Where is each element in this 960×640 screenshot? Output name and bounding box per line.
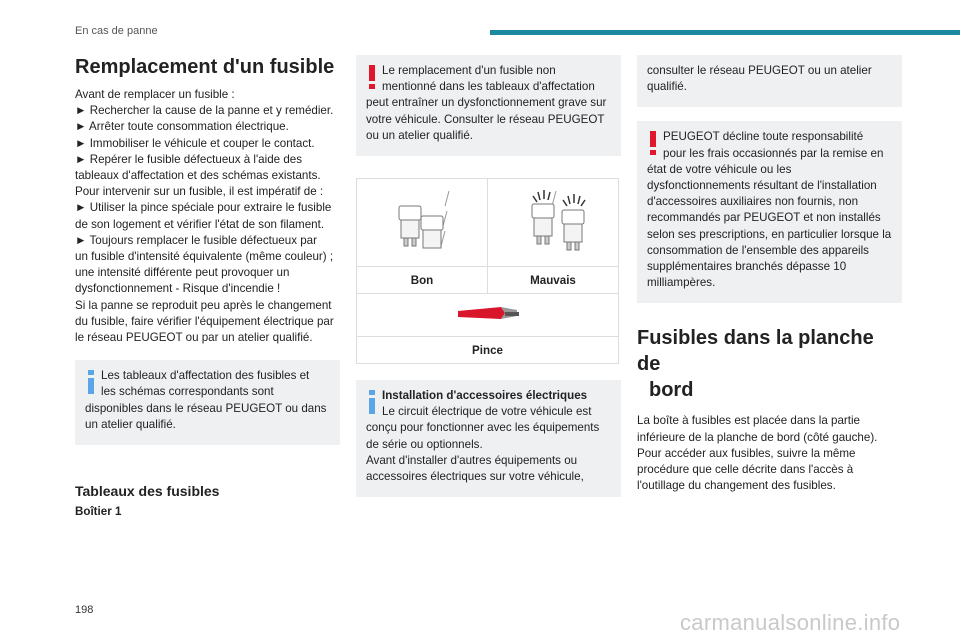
body-paragraph bbox=[637, 413, 902, 494]
note-line: état de votre véhicule ou les bbox=[647, 162, 792, 176]
tool-label: Pince bbox=[357, 337, 619, 364]
note-line: consommation de l'ensemble des appareils bbox=[647, 243, 869, 257]
note-line: Les tableaux d'affectation des fusibles et bbox=[101, 369, 310, 383]
warning-icon bbox=[649, 131, 657, 155]
note-line: disponibles dans le réseau PEUGEOT ou dans bbox=[85, 401, 327, 415]
info-icon bbox=[87, 370, 95, 394]
good-fuse-cell bbox=[357, 179, 488, 267]
info-note bbox=[356, 380, 621, 497]
note-line: Le remplacement d'un fusible non bbox=[382, 64, 556, 77]
note-line: un atelier qualifié. bbox=[85, 417, 176, 431]
watermark: carmanualsonline.info bbox=[680, 610, 901, 635]
text-line: de son logement et vérifier l'état de son filament. bbox=[75, 217, 325, 231]
text-line: ► Arrêter toute consommation électrique. bbox=[75, 120, 289, 134]
note-line: Avant d'installer d'autres équipements ou bbox=[366, 453, 578, 467]
text-line: le réseau PEUGEOT ou par un atelier qualifié. bbox=[75, 331, 313, 345]
tool-cell bbox=[357, 294, 619, 337]
pliers-icon bbox=[443, 299, 533, 329]
note-title: Installation d'accessoires électriques bbox=[382, 389, 588, 403]
warning-note bbox=[356, 55, 621, 156]
text-line: inférieure de la planche de bord (côté gauche). bbox=[637, 430, 878, 444]
warning-icon bbox=[368, 65, 376, 89]
text-line: Pour accéder aux fusibles, suivre la même bbox=[637, 446, 856, 460]
text-line: ► Utiliser la pince spéciale pour extraire le fusible bbox=[75, 201, 332, 215]
text-line: La boîte à fusibles est placée dans la partie bbox=[637, 414, 861, 428]
info-note bbox=[75, 360, 340, 445]
note-line: les schémas correspondants sont bbox=[101, 385, 274, 399]
column-2 bbox=[356, 55, 621, 497]
header-accent-bar bbox=[490, 30, 960, 35]
text-line: un fusible d'intensité équivalente (même couleur) ; bbox=[75, 250, 334, 264]
note-line: ou un atelier qualifié. bbox=[366, 128, 473, 142]
note-line: pour les frais occasionnés par la remise en bbox=[663, 146, 884, 160]
text-line: tableaux d'affectation et des schémas existants. bbox=[75, 169, 321, 183]
note-line: qualifié. bbox=[647, 80, 687, 94]
text-line: l'outillage du changement des fusibles. bbox=[637, 479, 836, 493]
page-number: 198 bbox=[75, 604, 94, 616]
column-1 bbox=[75, 55, 340, 518]
bad-fuse-cell bbox=[488, 179, 619, 267]
continued-note bbox=[637, 55, 902, 107]
note-line: Le circuit électrique de votre véhicule est bbox=[382, 405, 592, 419]
title-line: bord bbox=[649, 379, 694, 402]
text-line: procédure que celle décrite dans l'accès à bbox=[637, 463, 854, 477]
text-line: ► Repérer le fusible défectueux à l'aide des bbox=[75, 152, 303, 166]
note-line: mentionné dans les tableaux d'affectation bbox=[382, 80, 595, 94]
bad-fuse-icon bbox=[508, 186, 598, 256]
column-3 bbox=[637, 55, 902, 494]
text-line: Avant de remplacer un fusible : bbox=[75, 88, 235, 101]
note-line: dysfonctionnements résultant de l'installation bbox=[647, 179, 877, 193]
note-line: peut entraîner un dysfonctionnement grave sur bbox=[366, 96, 607, 110]
text-line: une intensité différente peut provoquer un bbox=[75, 266, 290, 280]
note-line: recommandés par PEUGEOT et non installés bbox=[647, 211, 881, 225]
fuse-illustration-table bbox=[356, 178, 619, 364]
text-line: du fusible, faire vérifier l'équipement électrique par bbox=[75, 314, 334, 328]
note-line: supplémentaires branchés dépasse 10 bbox=[647, 260, 847, 274]
running-header: En cas de panne bbox=[75, 25, 158, 37]
sub-subheading: Boîtier 1 bbox=[75, 505, 122, 519]
note-line: PEUGEOT décline toute responsabilité bbox=[663, 130, 864, 144]
good-label: Bon bbox=[357, 267, 488, 294]
note-line: consulter le réseau PEUGEOT ou un atelier bbox=[647, 64, 872, 77]
note-line: conçu pour fonctionner avec les équipements bbox=[366, 421, 600, 435]
section-title bbox=[637, 325, 902, 403]
text-line: Si la panne se reproduit peu après le changement bbox=[75, 298, 332, 312]
note-line: votre véhicule. Consulter le réseau PEUGEOT bbox=[366, 112, 605, 126]
note-line: selon ses prescriptions, en particulier lorsque la bbox=[647, 227, 892, 241]
note-line: d'accessoires auxiliaires non fournis, non bbox=[647, 195, 859, 209]
warning-note bbox=[637, 121, 902, 303]
note-line: de série ou optionnels. bbox=[366, 437, 483, 451]
good-fuse-icon bbox=[377, 186, 467, 256]
subheading: Tableaux des fusibles bbox=[75, 483, 220, 500]
intro-paragraph bbox=[75, 87, 340, 346]
text-line: ► Rechercher la cause de la panne et y remédier. bbox=[75, 104, 334, 118]
note-line: accessoires électriques sur votre véhicule, bbox=[366, 470, 584, 484]
info-icon bbox=[368, 390, 376, 414]
text-line: Pour intervenir sur un fusible, il est impératif de : bbox=[75, 185, 324, 199]
note-line: milliampères. bbox=[647, 276, 716, 290]
section-title: Remplacement d'un fusible bbox=[75, 56, 335, 78]
text-line: ► Immobiliser le véhicule et couper le contact. bbox=[75, 136, 315, 150]
bad-label: Mauvais bbox=[488, 267, 619, 294]
title-line: Fusibles dans la planche de bbox=[637, 327, 874, 376]
text-line: dysfonctionnement - Risque d'incendie ! bbox=[75, 282, 281, 296]
text-line: ► Toujours remplacer le fusible défectueux par bbox=[75, 233, 317, 247]
